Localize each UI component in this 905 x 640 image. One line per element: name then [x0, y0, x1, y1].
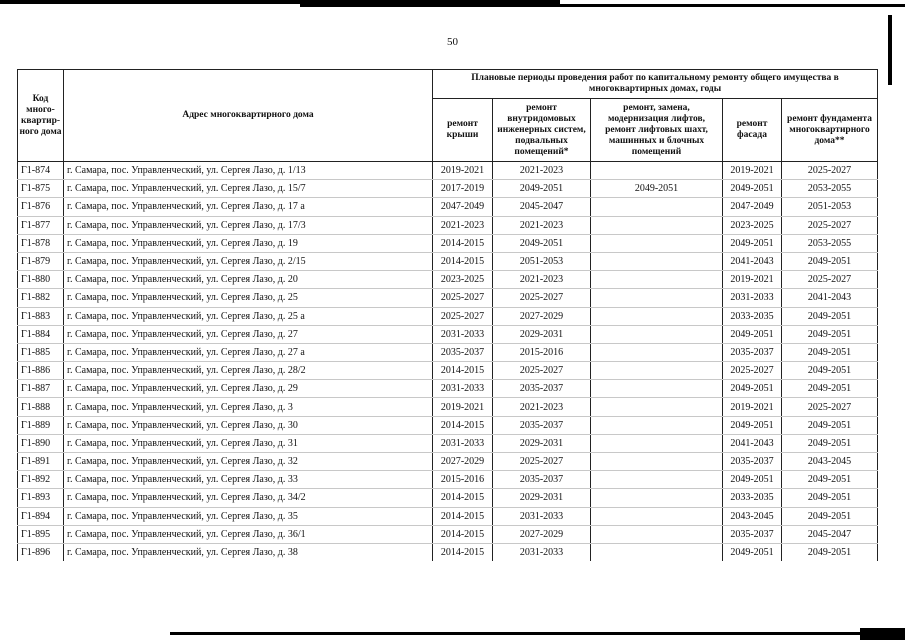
- address-cell: г. Самара, пос. Управленческий, ул. Сергея Лазо, д. 27: [64, 325, 433, 343]
- code-cell: Г1-891: [18, 453, 64, 471]
- facade-repair-cell: 2019-2021: [723, 398, 782, 416]
- roof-repair-cell: 2017-2019: [433, 180, 493, 198]
- facade-repair-cell: 2049-2051: [723, 234, 782, 252]
- address-cell: г. Самара, пос. Управленческий, ул. Сергея Лазо, д. 33: [64, 471, 433, 489]
- systems-repair-cell: 2035-2037: [493, 380, 591, 398]
- address-cell: г. Самара, пос. Управленческий, ул. Сергея Лазо, д. 28/2: [64, 362, 433, 380]
- facade-repair-cell: 2023-2025: [723, 216, 782, 234]
- elevator-repair-cell: [591, 162, 723, 180]
- systems-repair-cell: 2025-2027: [493, 362, 591, 380]
- address-cell: г. Самара, пос. Управленческий, ул. Сергея Лазо, д. 15/7: [64, 180, 433, 198]
- systems-repair-cell: 2029-2031: [493, 325, 591, 343]
- address-cell: г. Самара, пос. Управленческий, ул. Сергея Лазо, д. 27 а: [64, 343, 433, 361]
- table-row: [18, 453, 878, 471]
- facade-repair-cell: 2049-2051: [723, 380, 782, 398]
- systems-repair-cell: 2029-2031: [493, 434, 591, 452]
- foundation-repair-cell: 2025-2027: [782, 398, 878, 416]
- systems-repair-cell: 2021-2023: [493, 216, 591, 234]
- code-cell: Г1-877: [18, 216, 64, 234]
- systems-repair-cell: 2027-2029: [493, 525, 591, 543]
- elevator-repair-cell: [591, 453, 723, 471]
- elevator-repair-cell: [591, 234, 723, 252]
- foundation-repair-cell: 2049-2051: [782, 471, 878, 489]
- roof-repair-cell: 2021-2023: [433, 216, 493, 234]
- facade-repair-cell: 2035-2037: [723, 525, 782, 543]
- elevator-repair-cell: [591, 362, 723, 380]
- code-cell: Г1-888: [18, 398, 64, 416]
- table-row: [18, 252, 878, 270]
- table-row: [18, 162, 878, 180]
- foundation-repair-cell: 2049-2051: [782, 362, 878, 380]
- code-cell: Г1-886: [18, 362, 64, 380]
- code-cell: Г1-890: [18, 434, 64, 452]
- elevator-repair-cell: [591, 343, 723, 361]
- systems-repair-cell: 2025-2027: [493, 289, 591, 307]
- table-row: [18, 343, 878, 361]
- table-row: [18, 416, 878, 434]
- code-cell: Г1-893: [18, 489, 64, 507]
- header-roof: ремонт крыши: [433, 99, 493, 162]
- facade-repair-cell: 2049-2051: [723, 471, 782, 489]
- table-row: [18, 234, 878, 252]
- foundation-repair-cell: 2025-2027: [782, 162, 878, 180]
- elevator-repair-cell: [591, 434, 723, 452]
- foundation-repair-cell: 2049-2051: [782, 380, 878, 398]
- facade-repair-cell: 2019-2021: [723, 271, 782, 289]
- facade-repair-cell: 2031-2033: [723, 289, 782, 307]
- table-row: [18, 543, 878, 561]
- foundation-repair-cell: 2049-2051: [782, 416, 878, 434]
- code-cell: Г1-895: [18, 525, 64, 543]
- code-cell: Г1-883: [18, 307, 64, 325]
- code-cell: Г1-878: [18, 234, 64, 252]
- facade-repair-cell: 2041-2043: [723, 434, 782, 452]
- address-cell: г. Самара, пос. Управленческий, ул. Сергея Лазо, д. 19: [64, 234, 433, 252]
- table-row: [18, 325, 878, 343]
- facade-repair-cell: 2047-2049: [723, 198, 782, 216]
- elevator-repair-cell: [591, 216, 723, 234]
- systems-repair-cell: 2035-2037: [493, 471, 591, 489]
- systems-repair-cell: 2049-2051: [493, 180, 591, 198]
- code-cell: Г1-880: [18, 271, 64, 289]
- roof-repair-cell: 2027-2029: [433, 453, 493, 471]
- address-cell: г. Самара, пос. Управленческий, ул. Сергея Лазо, д. 35: [64, 507, 433, 525]
- foundation-repair-cell: 2049-2051: [782, 343, 878, 361]
- facade-repair-cell: 2033-2035: [723, 489, 782, 507]
- foundation-repair-cell: 2025-2027: [782, 271, 878, 289]
- foundation-repair-cell: 2049-2051: [782, 543, 878, 561]
- table-row: [18, 434, 878, 452]
- roof-repair-cell: 2014-2015: [433, 362, 493, 380]
- elevator-repair-cell: [591, 471, 723, 489]
- scan-edge-top: [0, 0, 905, 10]
- systems-repair-cell: 2021-2023: [493, 398, 591, 416]
- systems-repair-cell: 2021-2023: [493, 162, 591, 180]
- foundation-repair-cell: 2053-2055: [782, 180, 878, 198]
- address-cell: г. Самара, пос. Управленческий, ул. Сергея Лазо, д. 17 а: [64, 198, 433, 216]
- foundation-repair-cell: 2043-2045: [782, 453, 878, 471]
- scan-edge-bottom: [0, 628, 905, 640]
- address-cell: г. Самара, пос. Управленческий, ул. Сергея Лазо, д. 34/2: [64, 489, 433, 507]
- facade-repair-cell: 2019-2021: [723, 162, 782, 180]
- table-row: [18, 180, 878, 198]
- systems-repair-cell: 2045-2047: [493, 198, 591, 216]
- facade-repair-cell: 2035-2037: [723, 453, 782, 471]
- address-cell: г. Самара, пос. Управленческий, ул. Сергея Лазо, д. 31: [64, 434, 433, 452]
- code-cell: Г1-882: [18, 289, 64, 307]
- roof-repair-cell: 2025-2027: [433, 307, 493, 325]
- code-cell: Г1-875: [18, 180, 64, 198]
- table-row: [18, 380, 878, 398]
- facade-repair-cell: 2035-2037: [723, 343, 782, 361]
- elevator-repair-cell: [591, 543, 723, 561]
- address-cell: г. Самара, пос. Управленческий, ул. Сергея Лазо, д. 36/1: [64, 525, 433, 543]
- foundation-repair-cell: 2025-2027: [782, 216, 878, 234]
- code-cell: Г1-876: [18, 198, 64, 216]
- elevator-repair-cell: [591, 252, 723, 270]
- address-cell: г. Самара, пос. Управленческий, ул. Сергея Лазо, д. 25: [64, 289, 433, 307]
- foundation-repair-cell: 2049-2051: [782, 307, 878, 325]
- table-row: [18, 198, 878, 216]
- roof-repair-cell: 2014-2015: [433, 416, 493, 434]
- roof-repair-cell: 2031-2033: [433, 380, 493, 398]
- systems-repair-cell: 2035-2037: [493, 416, 591, 434]
- elevator-repair-cell: [591, 198, 723, 216]
- header-systems: ремонт внутридомовых инженерных систем, подвальных помещений*: [493, 99, 591, 162]
- header-planned-periods: Плановые периоды проведения работ по капитальному ремонту общего имущества в многоквартирных домах, годы: [433, 70, 878, 99]
- table-row: [18, 271, 878, 289]
- roof-repair-cell: 2019-2021: [433, 398, 493, 416]
- foundation-repair-cell: 2049-2051: [782, 434, 878, 452]
- roof-repair-cell: 2047-2049: [433, 198, 493, 216]
- systems-repair-cell: 2031-2033: [493, 507, 591, 525]
- roof-repair-cell: 2014-2015: [433, 234, 493, 252]
- address-cell: г. Самара, пос. Управленческий, ул. Сергея Лазо, д. 25 а: [64, 307, 433, 325]
- facade-repair-cell: 2043-2045: [723, 507, 782, 525]
- facade-repair-cell: 2033-2035: [723, 307, 782, 325]
- elevator-repair-cell: [591, 307, 723, 325]
- elevator-repair-cell: [591, 289, 723, 307]
- elevator-repair-cell: [591, 380, 723, 398]
- roof-repair-cell: 2023-2025: [433, 271, 493, 289]
- roof-repair-cell: 2014-2015: [433, 507, 493, 525]
- elevator-repair-cell: [591, 325, 723, 343]
- code-cell: Г1-892: [18, 471, 64, 489]
- address-cell: г. Самара, пос. Управленческий, ул. Сергея Лазо, д. 2/15: [64, 252, 433, 270]
- address-cell: г. Самара, пос. Управленческий, ул. Сергея Лазо, д. 29: [64, 380, 433, 398]
- systems-repair-cell: 2029-2031: [493, 489, 591, 507]
- facade-repair-cell: 2049-2051: [723, 416, 782, 434]
- systems-repair-cell: 2027-2029: [493, 307, 591, 325]
- address-cell: г. Самара, пос. Управленческий, ул. Сергея Лазо, д. 38: [64, 543, 433, 561]
- systems-repair-cell: 2021-2023: [493, 271, 591, 289]
- code-cell: Г1-894: [18, 507, 64, 525]
- code-cell: Г1-887: [18, 380, 64, 398]
- foundation-repair-cell: 2049-2051: [782, 252, 878, 270]
- facade-repair-cell: 2025-2027: [723, 362, 782, 380]
- elevator-repair-cell: [591, 525, 723, 543]
- elevator-repair-cell: [591, 507, 723, 525]
- address-cell: г. Самара, пос. Управленческий, ул. Сергея Лазо, д. 1/13: [64, 162, 433, 180]
- roof-repair-cell: 2019-2021: [433, 162, 493, 180]
- table-row: [18, 216, 878, 234]
- foundation-repair-cell: 2049-2051: [782, 507, 878, 525]
- header-elevators: ремонт, замена, модернизация лифтов, ремонт лифтовых шахт, машинных и блочных помещений: [591, 99, 723, 162]
- address-cell: г. Самара, пос. Управленческий, ул. Сергея Лазо, д. 32: [64, 453, 433, 471]
- roof-repair-cell: 2031-2033: [433, 434, 493, 452]
- header-foundation: ремонт фундамента многоквартирного дома**: [782, 99, 878, 162]
- elevator-repair-cell: 2049-2051: [591, 180, 723, 198]
- facade-repair-cell: 2049-2051: [723, 325, 782, 343]
- address-cell: г. Самара, пос. Управленческий, ул. Сергея Лазо, д. 20: [64, 271, 433, 289]
- code-cell: Г1-884: [18, 325, 64, 343]
- repair-schedule-table: [17, 69, 878, 561]
- roof-repair-cell: 2015-2016: [433, 471, 493, 489]
- elevator-repair-cell: [591, 271, 723, 289]
- header-facade: ремонт фасада: [723, 99, 782, 162]
- foundation-repair-cell: 2045-2047: [782, 525, 878, 543]
- table-row: [18, 525, 878, 543]
- systems-repair-cell: 2015-2016: [493, 343, 591, 361]
- roof-repair-cell: 2035-2037: [433, 343, 493, 361]
- facade-repair-cell: 2049-2051: [723, 180, 782, 198]
- page-number: 50: [447, 36, 458, 48]
- foundation-repair-cell: 2049-2051: [782, 325, 878, 343]
- systems-repair-cell: 2051-2053: [493, 252, 591, 270]
- roof-repair-cell: 2014-2015: [433, 543, 493, 561]
- address-cell: г. Самара, пос. Управленческий, ул. Сергея Лазо, д. 3: [64, 398, 433, 416]
- roof-repair-cell: 2031-2033: [433, 325, 493, 343]
- table-row: [18, 471, 878, 489]
- elevator-repair-cell: [591, 398, 723, 416]
- roof-repair-cell: 2014-2015: [433, 525, 493, 543]
- roof-repair-cell: 2025-2027: [433, 289, 493, 307]
- facade-repair-cell: 2041-2043: [723, 252, 782, 270]
- header-code: Код много-квартир-ного дома: [18, 70, 64, 162]
- foundation-repair-cell: 2041-2043: [782, 289, 878, 307]
- code-cell: Г1-896: [18, 543, 64, 561]
- foundation-repair-cell: 2051-2053: [782, 198, 878, 216]
- systems-repair-cell: 2025-2027: [493, 453, 591, 471]
- foundation-repair-cell: 2053-2055: [782, 234, 878, 252]
- table-row: [18, 289, 878, 307]
- address-cell: г. Самара, пос. Управленческий, ул. Сергея Лазо, д. 30: [64, 416, 433, 434]
- code-cell: Г1-874: [18, 162, 64, 180]
- code-cell: Г1-889: [18, 416, 64, 434]
- roof-repair-cell: 2014-2015: [433, 489, 493, 507]
- systems-repair-cell: 2031-2033: [493, 543, 591, 561]
- code-cell: Г1-879: [18, 252, 64, 270]
- table-row: [18, 398, 878, 416]
- elevator-repair-cell: [591, 416, 723, 434]
- elevator-repair-cell: [591, 489, 723, 507]
- roof-repair-cell: 2014-2015: [433, 252, 493, 270]
- header-address: Адрес многоквартирного дома: [64, 70, 433, 162]
- table-row: [18, 489, 878, 507]
- code-cell: Г1-885: [18, 343, 64, 361]
- table-row: [18, 507, 878, 525]
- systems-repair-cell: 2049-2051: [493, 234, 591, 252]
- table-row: [18, 307, 878, 325]
- scan-edge-right: [888, 15, 892, 85]
- facade-repair-cell: 2049-2051: [723, 543, 782, 561]
- address-cell: г. Самара, пос. Управленческий, ул. Сергея Лазо, д. 17/3: [64, 216, 433, 234]
- table-row: [18, 362, 878, 380]
- foundation-repair-cell: 2049-2051: [782, 489, 878, 507]
